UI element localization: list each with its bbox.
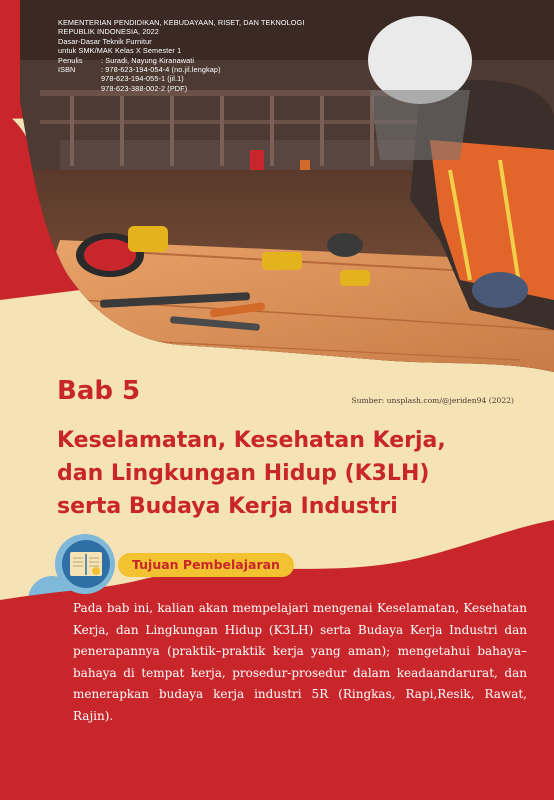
book-title-text: Dasar-Dasar Teknik Furnitur (58, 36, 152, 46)
audience-text: untuk SMK/MAK Kelas X Semester 1 (58, 46, 182, 56)
objectives-icon-circle (62, 540, 110, 588)
objectives-heading: Tujuan Pembelajaran (118, 553, 294, 577)
isbn-line (58, 65, 304, 74)
country-year-line (58, 27, 304, 36)
chapter-title-line-3: serta Budaya Kerja Industri (57, 494, 398, 519)
isbn-line-3 (58, 84, 304, 93)
ministry-line (58, 18, 304, 27)
isbn-value-2: 978-623-194-055-1 (jil.1) (101, 74, 184, 84)
chapter-title (57, 424, 527, 523)
isbn-line-2 (58, 74, 304, 83)
chapter-number: Bab 5 (57, 376, 141, 406)
open-book-icon (68, 549, 104, 579)
isbn-value-1: : 978-623-194-054-4 (no.jil.lengkap) (101, 65, 221, 75)
photo-credit: Sumber: unsplash.com/@jeriden94 (2022) (351, 396, 514, 405)
isbn-label: ISBN (58, 65, 76, 75)
author-line (58, 56, 304, 65)
book-title-line (58, 37, 304, 46)
country-year-text: REPUBLIK INDONESIA, 2022 (58, 27, 159, 37)
objectives-text: Pada bab ini, kalian akan mempelajari mengenai Keselamatan, Kesehatan Kerja, dan Lingkungan Hidup (K3LH) serta Budaya Kerja Industri dan penerapannya (praktik–praktik kerja yang aman); mengetahui bahaya–bahaya di tempat kerja, prosedur-prosedur dalam keadaandarurat, dan menerapkan budaya kerja industri 5R (Ringkas, Rapi,Resik, Rawat, Rajin). (73, 601, 527, 723)
isbn-value-3: 978-623-388-002-2 (PDF) (101, 83, 188, 93)
chapter-title-line-2: dan Lingkungan Hidup (K3LH) (57, 461, 430, 486)
chapter-title-line-1: Keselamatan, Kesehatan Kerja, (57, 428, 446, 453)
author-label: Penulis (58, 55, 83, 65)
publication-info (58, 18, 304, 93)
author-value: : Suradi, Nayung Kiranawati (101, 55, 195, 65)
ministry-text: KEMENTERIAN PENDIDIKAN, KEBUDAYAAN, RISET, DAN TEKNOLOGI (58, 18, 305, 27)
audience-line (58, 46, 304, 55)
